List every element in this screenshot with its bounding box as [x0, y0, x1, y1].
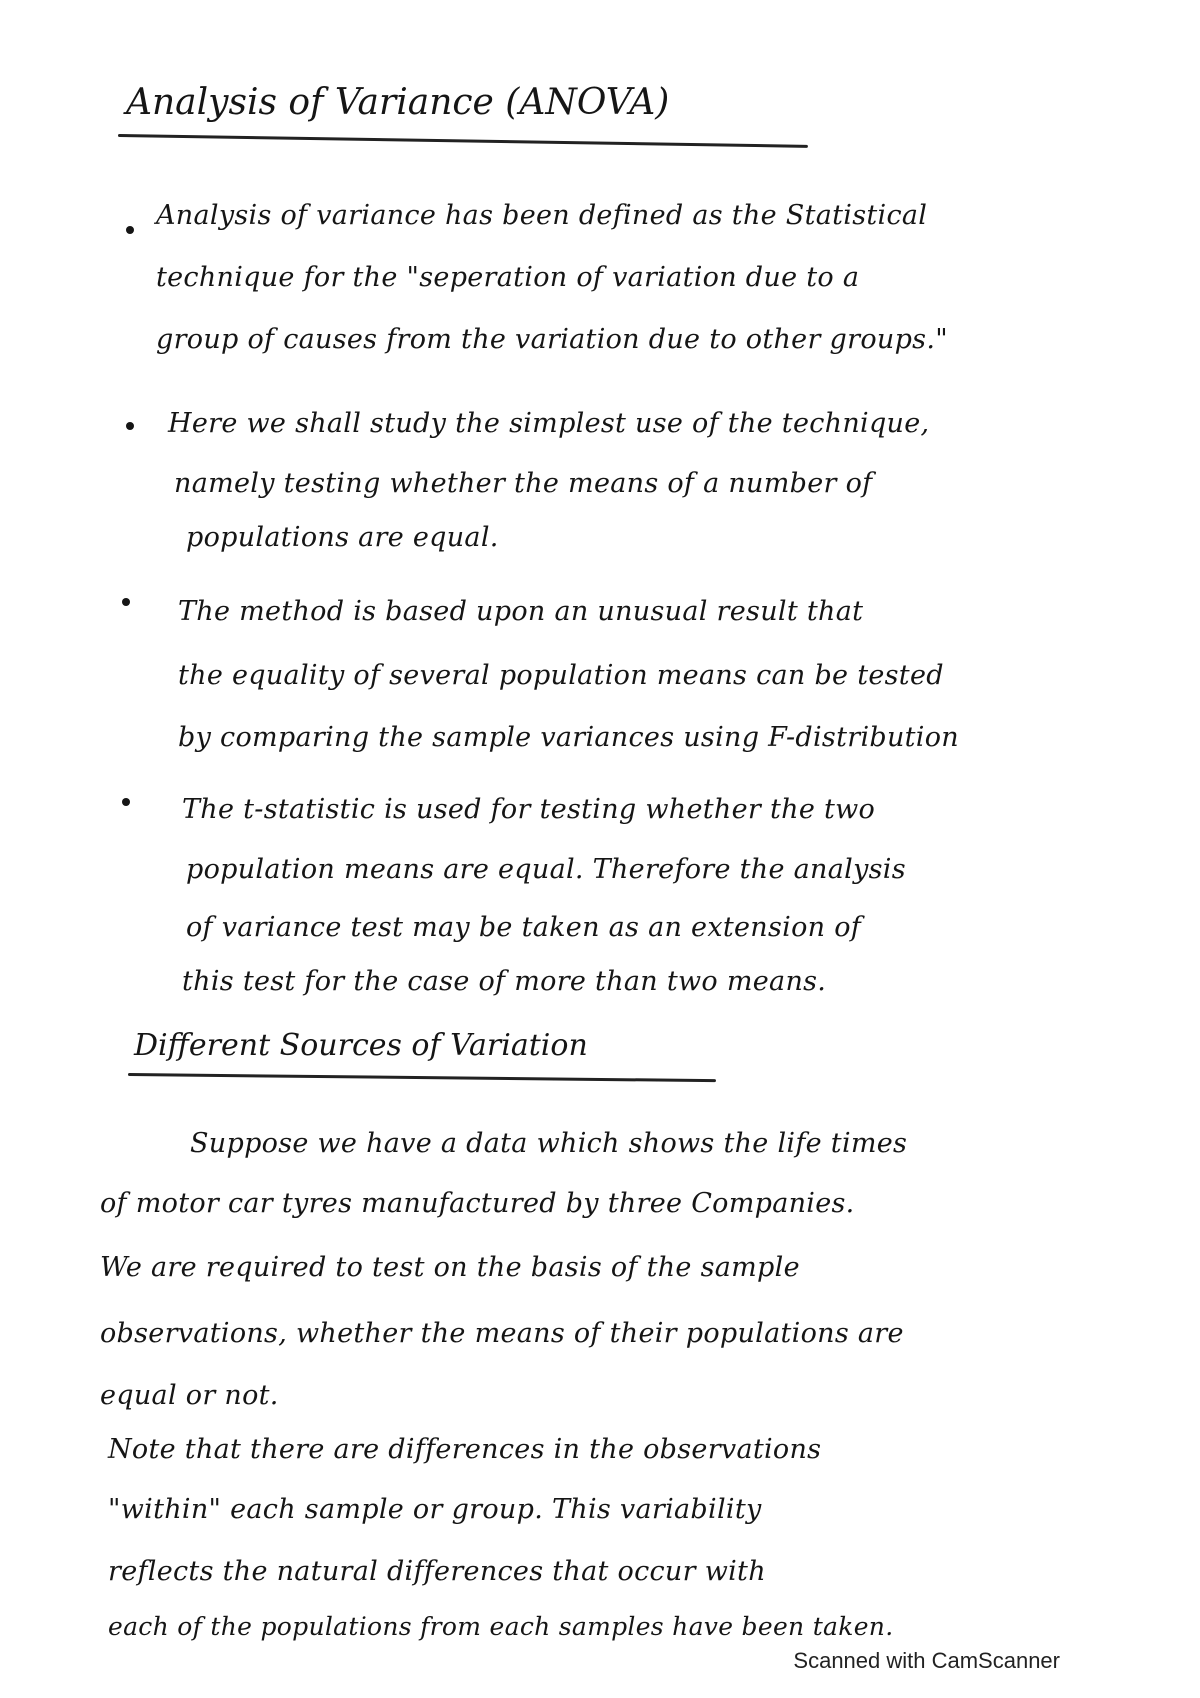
paragraph-line-2: of motor car tyres manufactured by three Companies. [100, 1188, 855, 1219]
bullet-icon [126, 422, 134, 430]
paragraph-line-4: observations, whether the means of their populations are [100, 1318, 904, 1349]
bullet-4-line-3: of variance test may be taken as an extension of [186, 912, 862, 943]
bullet-4-line-4: this test for the case of more than two means. [182, 966, 827, 997]
paragraph-line-3: We are required to test on the basis of the sample [100, 1252, 800, 1283]
scanner-watermark: Scanned with CamScanner [793, 1648, 1060, 1673]
bullet-3-line-3: by comparing the sample variances using F-distribution [178, 722, 959, 753]
paragraph-line-7: "within" each sample or group. This variability [108, 1494, 762, 1525]
bullet-3-line-1: The method is based upon an unusual result that [178, 596, 864, 627]
bullet-2-line-3: populations are equal. [186, 522, 499, 553]
bullet-1-line-1: Analysis of variance has been defined as the Statistical [156, 200, 928, 231]
page-title: Analysis of Variance (ANOVA) [126, 82, 670, 123]
bullet-4-line-1: The t-statistic is used for testing whether the two [182, 794, 876, 825]
bullet-2-line-1: Here we shall study the simplest use of the technique, [168, 408, 930, 439]
bullet-3-line-2: the equality of several population means can be tested [178, 660, 944, 691]
bullet-icon [126, 226, 134, 234]
bullet-1-line-3: group of causes from the variation due to other groups." [156, 324, 948, 355]
bullet-4-line-2: population means are equal. Therefore the analysis [186, 854, 906, 885]
bullet-icon [122, 598, 130, 606]
title-underline [118, 134, 808, 148]
bullet-icon [122, 798, 130, 806]
paragraph-line-5: equal or not. [100, 1380, 279, 1411]
section-heading: Different Sources of Variation [134, 1028, 588, 1063]
paragraph-line-6: Note that there are differences in the observations [108, 1434, 822, 1465]
paragraph-line-1: Suppose we have a data which shows the life times [190, 1128, 908, 1159]
bullet-1-line-2: technique for the "seperation of variation due to a [156, 262, 860, 293]
paragraph-line-8: reflects the natural differences that occur with [108, 1556, 766, 1587]
paragraph-line-9: each of the populations from each samples have been taken. [108, 1612, 894, 1641]
bullet-2-line-2: namely testing whether the means of a number of [174, 468, 873, 499]
section-heading-underline [128, 1073, 716, 1082]
